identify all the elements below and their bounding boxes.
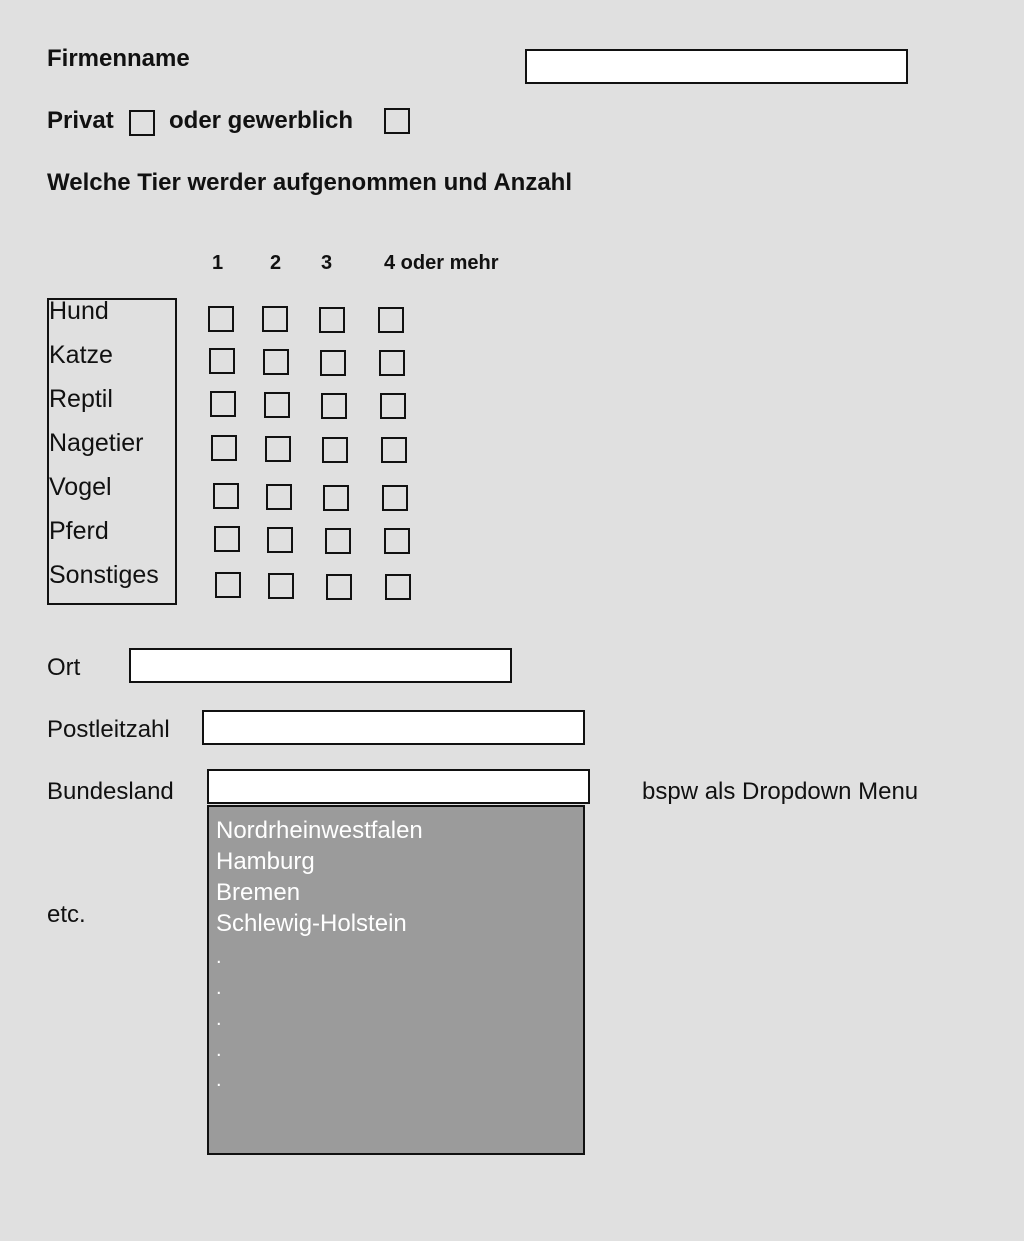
company-name-input[interactable]	[525, 49, 908, 84]
state-dropdown-note: bspw als Dropdown Menu	[642, 778, 919, 805]
checkbox-katze-3[interactable]	[320, 350, 346, 376]
checkbox-reptil-2[interactable]	[264, 392, 290, 418]
state-option-ellipsis: .	[216, 977, 222, 999]
commercial-label: oder gewerblich	[169, 107, 354, 134]
state-option-ellipsis: .	[216, 1008, 222, 1030]
animals-heading: Welche Tier werder aufgenommen und Anzahl	[47, 169, 572, 196]
checkbox-hund-4-or-more[interactable]	[378, 307, 404, 333]
etc-label: etc.	[47, 901, 86, 928]
state-option-nordrheinwestfalen[interactable]: Nordrheinwestfalen	[216, 817, 423, 844]
checkbox-pferd-2[interactable]	[267, 527, 293, 553]
checkbox-hund-1[interactable]	[208, 306, 234, 332]
checkbox-nagetier-3[interactable]	[322, 437, 348, 463]
checkbox-sonstiges-1[interactable]	[215, 572, 241, 598]
state-option-ellipsis: .	[216, 1039, 222, 1061]
checkbox-katze-1[interactable]	[209, 348, 235, 374]
commercial-checkbox[interactable]	[384, 108, 410, 134]
city-label: Ort	[47, 654, 81, 681]
checkbox-pferd-1[interactable]	[214, 526, 240, 552]
checkbox-nagetier-2[interactable]	[265, 436, 291, 462]
state-option-schleswig-holstein[interactable]: Schlewig-Holstein	[216, 910, 407, 937]
state-option-ellipsis: .	[216, 1069, 222, 1091]
checkbox-nagetier-4-or-more[interactable]	[381, 437, 407, 463]
state-dropdown-list	[207, 805, 585, 1155]
checkbox-vogel-4-or-more[interactable]	[382, 485, 408, 511]
count-column-1: 1	[212, 252, 224, 274]
checkbox-vogel-3[interactable]	[323, 485, 349, 511]
animal-label-vogel: Vogel	[49, 473, 112, 501]
animal-label-pferd: Pferd	[49, 517, 109, 545]
checkbox-hund-3[interactable]	[319, 307, 345, 333]
checkbox-vogel-2[interactable]	[266, 484, 292, 510]
company-name-label: Firmenname	[47, 45, 190, 72]
animal-label-katze: Katze	[49, 341, 113, 369]
state-select[interactable]	[207, 769, 590, 804]
checkbox-sonstiges-3[interactable]	[326, 574, 352, 600]
checkbox-katze-4-or-more[interactable]	[379, 350, 405, 376]
checkbox-nagetier-1[interactable]	[211, 435, 237, 461]
count-column-2: 2	[270, 252, 282, 274]
animal-label-nagetier: Nagetier	[49, 429, 144, 457]
zip-label: Postleitzahl	[47, 716, 170, 743]
animal-label-sonstiges: Sonstiges	[49, 561, 159, 589]
checkbox-sonstiges-4-or-more[interactable]	[385, 574, 411, 600]
animal-label-reptil: Reptil	[49, 385, 113, 413]
checkbox-vogel-1[interactable]	[213, 483, 239, 509]
state-label: Bundesland	[47, 778, 174, 805]
state-option-bremen[interactable]: Bremen	[216, 879, 301, 906]
checkbox-reptil-3[interactable]	[321, 393, 347, 419]
zip-input[interactable]	[202, 710, 585, 745]
checkbox-reptil-1[interactable]	[210, 391, 236, 417]
count-column-3: 3	[321, 252, 333, 274]
private-label: Privat	[47, 107, 114, 134]
checkbox-reptil-4-or-more[interactable]	[380, 393, 406, 419]
checkbox-sonstiges-2[interactable]	[268, 573, 294, 599]
city-input[interactable]	[129, 648, 512, 683]
state-option-hamburg[interactable]: Hamburg	[216, 848, 315, 875]
state-option-ellipsis: .	[216, 946, 222, 968]
private-checkbox[interactable]	[129, 110, 155, 136]
checkbox-pferd-4-or-more[interactable]	[384, 528, 410, 554]
checkbox-katze-2[interactable]	[263, 349, 289, 375]
animal-label-hund: Hund	[49, 297, 109, 325]
count-column-4-or-more: 4 oder mehr	[384, 252, 499, 274]
checkbox-pferd-3[interactable]	[325, 528, 351, 554]
checkbox-hund-2[interactable]	[262, 306, 288, 332]
